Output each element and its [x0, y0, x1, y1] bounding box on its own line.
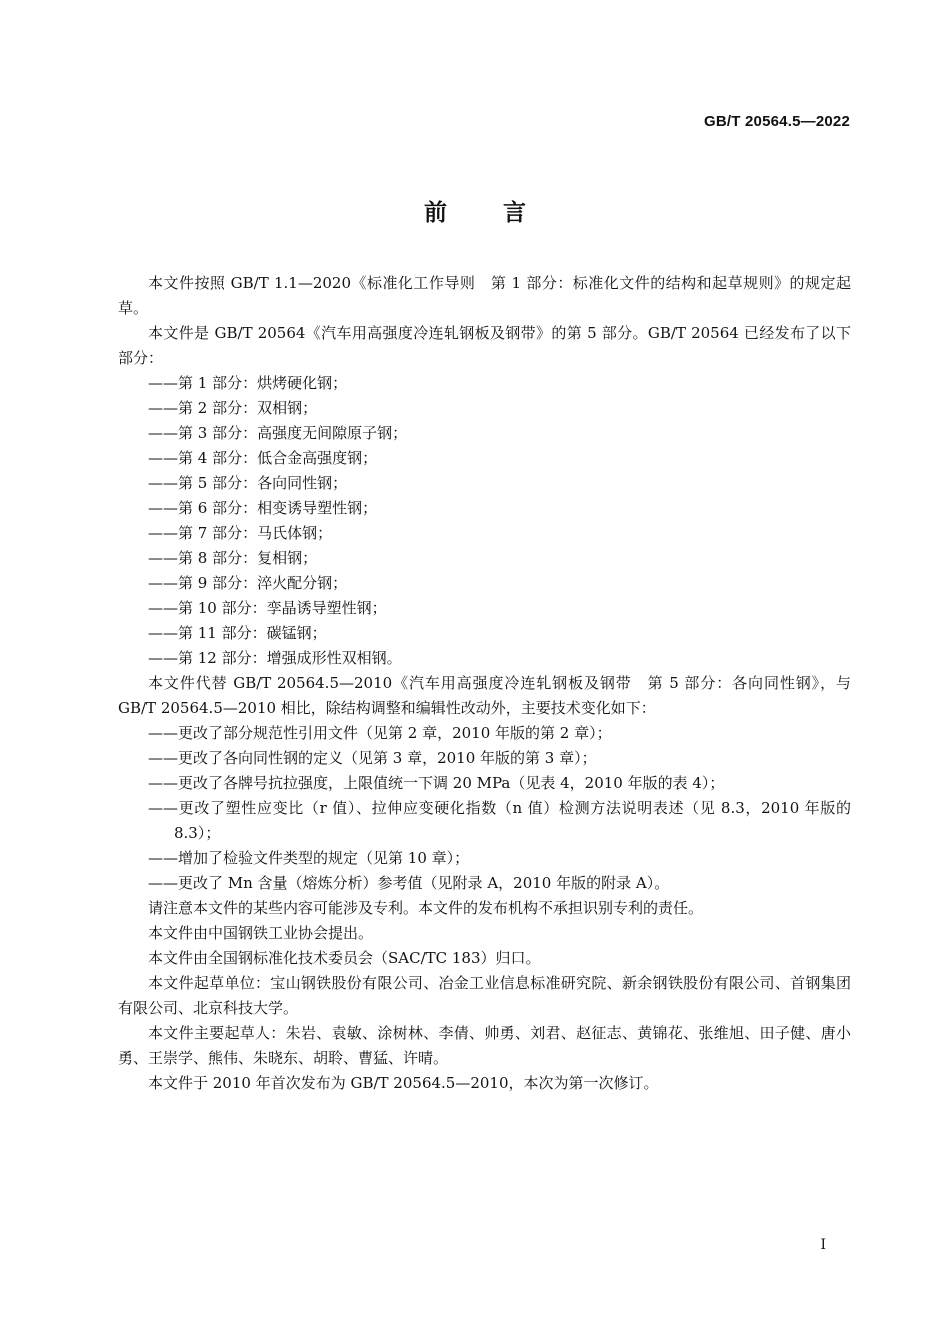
list-item-part: ——第 2 部分：双相钢； [148, 399, 318, 417]
paragraph-committee: 本文件由全国钢标准化技术委员会（SAC/TC 183）归口。 [148, 949, 541, 967]
list-item-change: ——更改了部分规范性引用文件（见第 2 章，2010 年版的第 2 章）； [148, 724, 612, 742]
list-item-part: ——第 7 部分：马氏体钢； [148, 524, 333, 542]
paragraph-drafting-rules: 本文件按照 GB/T 1.1—2020《标准化工作导则 第 1 部分：标准化文件的结构和起草规则》的规定起草。 [118, 274, 851, 317]
page-title: 前言 [424, 200, 582, 226]
list-item-part: ——第 3 部分：高强度无间隙原子钢； [148, 424, 408, 442]
standard-number: GB/T 20564.5—2022 [704, 113, 850, 130]
paragraph-series-parts: 本文件是 GB/T 20564《汽车用高强度冷连轧钢板及钢带》的第 5 部分。GB/T 20564 已经发布了以下部分： [118, 324, 851, 367]
paragraph-drafting-units: 本文件起草单位：宝山钢铁股份有限公司、冶金工业信息标准研究院、新余钢铁股份有限公司、首钢集团有限公司、北京科技大学。 [118, 974, 851, 1017]
list-item-change: ——更改了 Mn 含量（熔炼分析）参考值（见附录 A，2010 年版的附录 A）。 [148, 874, 670, 892]
list-item-part: ——第 12 部分：增强成形性双相钢。 [148, 649, 402, 667]
list-item-part: ——第 10 部分：孪晶诱导塑性钢； [148, 599, 387, 617]
list-item-part: ——第 1 部分：烘烤硬化钢； [148, 374, 348, 392]
list-item-part: ——第 6 部分：相变诱导塑性钢； [148, 499, 378, 517]
list-item-part: ——第 9 部分：淬火配分钢； [148, 574, 348, 592]
paragraph-patent-notice: 请注意本文件的某些内容可能涉及专利。本文件的发布机构不承担识别专利的责任。 [148, 899, 704, 917]
paragraph-replaces: 本文件代替 GB/T 20564.5—2010《汽车用高强度冷连轧钢板及钢带 第 5 部分：各向同性钢》，与 GB/T 20564.5—2010 相比，除结构调整和编辑性改动外，主要技术变化如下： [118, 674, 851, 717]
page-number: I [820, 1237, 826, 1253]
paragraph-proposer: 本文件由中国钢铁工业协会提出。 [148, 924, 374, 942]
paragraph-revision-history: 本文件于 2010 年首次发布为 GB/T 20564.5—2010，本次为第一次修订。 [148, 1074, 659, 1092]
list-item-change: ——增加了检验文件类型的规定（见第 10 章）； [148, 849, 470, 867]
paragraph-drafters: 本文件主要起草人：朱岩、袁敏、涂树林、李倩、帅勇、刘君、赵征志、黄锦花、张维旭、田子健、唐小勇、王崇学、熊伟、朱晓东、胡聆、曹猛、许晴。 [118, 1024, 851, 1067]
foreword-body [118, 271, 851, 1096]
list-item-part: ——第 11 部分：碳锰钢； [148, 624, 327, 642]
list-item-change: ——更改了塑性应变比（r 值）、拉伸应变硬化指数（n 值）检测方法说明表述（见 8.3，2010 年版的 8.3）； [148, 799, 851, 842]
list-item-change: ——更改了各牌号抗拉强度，上限值统一下调 20 MPa（见表 4，2010 年版的表 4）； [148, 774, 725, 792]
list-item-part: ——第 8 部分：复相钢； [148, 549, 318, 567]
list-item-part: ——第 5 部分：各向同性钢； [148, 474, 348, 492]
list-item-change: ——更改了各向同性钢的定义（见第 3 章，2010 年版的第 3 章）； [148, 749, 597, 767]
list-item-part: ——第 4 部分：低合金高强度钢； [148, 449, 378, 467]
